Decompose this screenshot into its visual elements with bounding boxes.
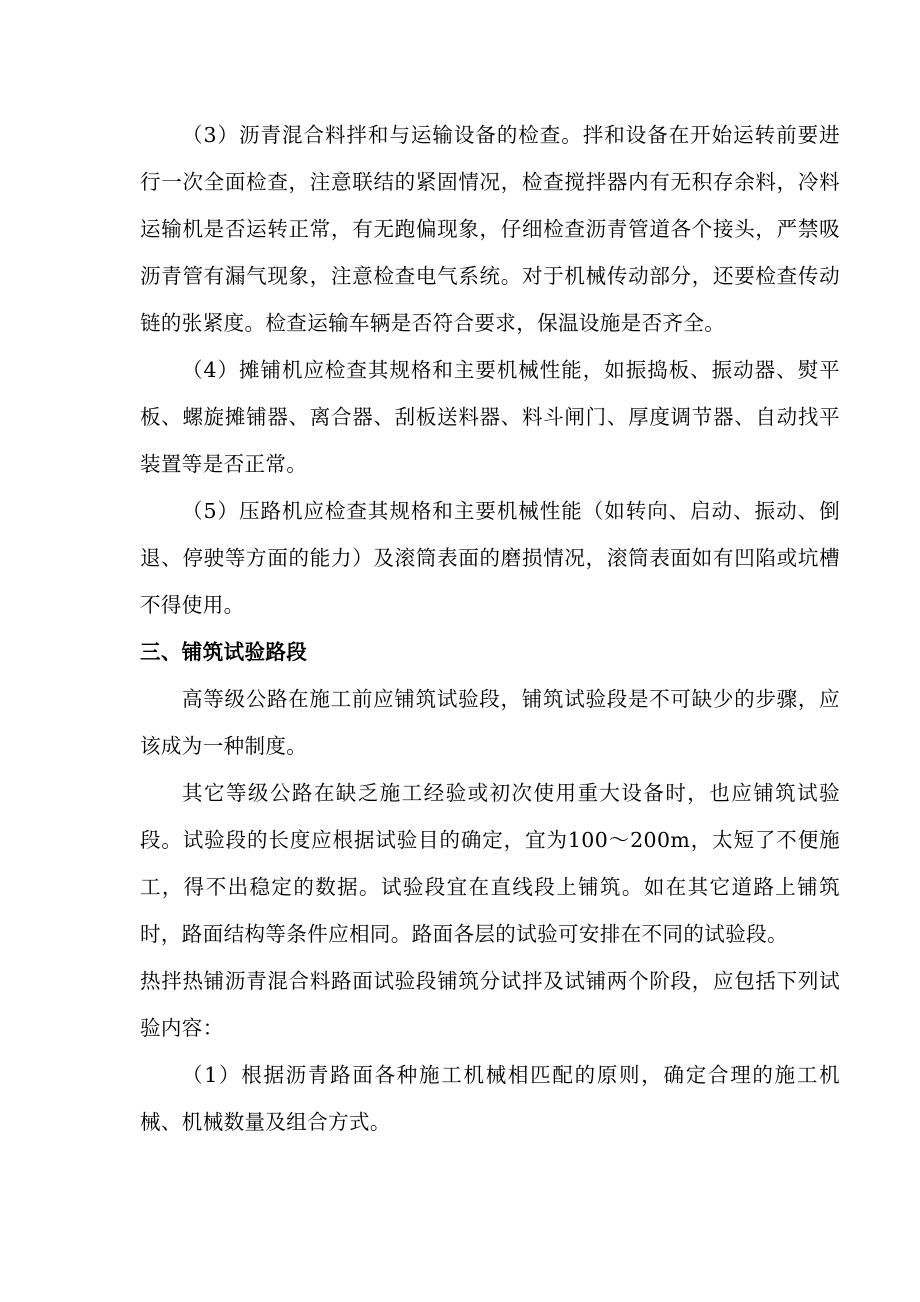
section-heading-trial-section: 三、铺筑试验路段 (140, 640, 308, 664)
paragraph-other-grade-trial: 其它等级公路在缺乏施工经验或初次使用重大设备时，也应铺筑试验段。试验段的长度应根据试验目的确定，宜为100～200m，太短了不便施工，得不出稳定的数据。试验段宜在直线段上铺筑。如在其它道路上铺筑时，路面结构等条件应相同。路面各层的试验可安排在不同的试验段。 (140, 781, 840, 946)
paragraph-trial-stages: 热拌热铺沥青混合料路面试验段铺筑分试拌及试铺两个阶段，应包括下列试验内容： (140, 969, 840, 1040)
paragraph-machine-matching: （1）根据沥青路面各种施工机械相匹配的原则，确定合理的施工机械、机械数量及组合方式。 (140, 1063, 840, 1134)
paragraph-mixing-equipment-check: （3）沥青混合料拌和与运输设备的检查。拌和设备在开始运转前要进行一次全面检查，注意联结的紧固情况，检查搅拌器内有无积存余料，冷料运输机是否运转正常，有无跑偏现象，仔细检查沥青管道各个接头，严禁吸沥青管有漏气现象，注意检查电气系统。对于机械传动部分，还要检查传动链的张紧度。检查运输车辆是否符合要求，保温设施是否齐全。 (140, 123, 840, 335)
paragraph-roller-check: （5）压路机应检查其规格和主要机械性能（如转向、启动、振动、倒退、停驶等方面的能力）及滚筒表面的磨损情况，滚筒表面如有凹陷或坑槽不得使用。 (140, 499, 840, 617)
paragraph-high-grade-trial: 高等级公路在施工前应铺筑试验段，铺筑试验段是不可缺少的步骤，应该成为一种制度。 (140, 687, 840, 758)
document-page (140, 112, 840, 1146)
paragraph-paver-check: （4）摊铺机应检查其规格和主要机械性能，如振捣板、振动器、熨平板、螺旋摊铺器、离合器、刮板送料器、料斗闸门、厚度调节器、自动找平装置等是否正常。 (140, 358, 840, 476)
